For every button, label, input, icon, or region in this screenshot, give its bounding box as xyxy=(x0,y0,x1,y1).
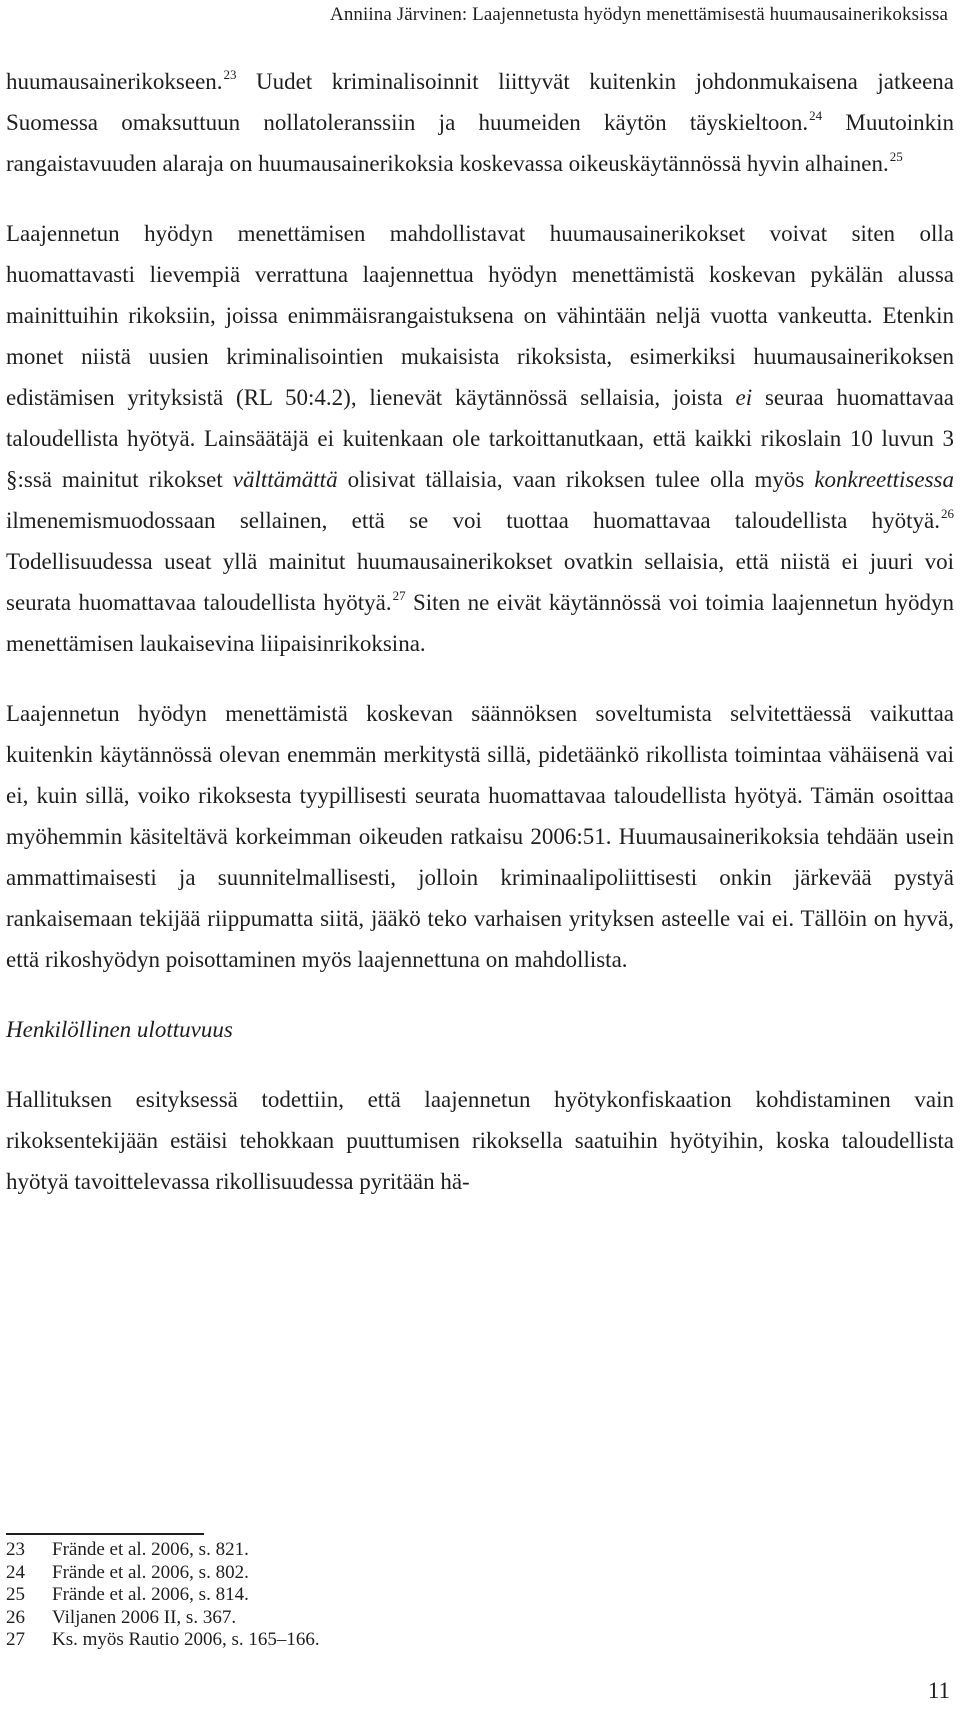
footnote-item xyxy=(6,1607,706,1630)
paragraph-text: Muutoinkin rangaistavuuden alaraja on huumausainerikoksia koskevassa oikeuskäytännössä hyvin alhainen. xyxy=(6,110,954,176)
footnote-ref-27[interactable]: 27 xyxy=(392,588,406,603)
paragraph-text: ilmenemismuodossaan sellainen, että se voi tuottaa huomattavaa taloudellista hyötyä. xyxy=(6,508,940,533)
footnote-ref-25[interactable]: 25 xyxy=(889,149,903,164)
footnote-item xyxy=(6,1562,706,1585)
footnotes xyxy=(6,1539,706,1652)
emphasis: ei xyxy=(735,385,753,410)
emphasis: konkreettisessa xyxy=(814,467,954,492)
page-number: 11 xyxy=(927,1678,950,1703)
footnote-text: Frände et al. 2006, s. 821. xyxy=(52,1539,249,1560)
paragraph-text: Uudet kriminalisoinnit liittyvät kuitenkin johdonmukaisena jatkeena Suomessa omaksuttuun nollatoleranssiin ja huumeiden käytön täyskieltoon. xyxy=(6,69,954,135)
body-text xyxy=(6,61,954,1202)
paragraph-text: olisivat tällaisia, vaan rikoksen tulee olla myös xyxy=(337,467,815,492)
footnote-item xyxy=(6,1629,706,1652)
footnote-number: 23 xyxy=(6,1539,25,1560)
footnote-ref-23[interactable]: 23 xyxy=(223,67,237,82)
footnote-number: 25 xyxy=(6,1584,25,1605)
running-header: Anniina Järvinen: Laajennetusta hyödyn menettämisestä huumausainerikoksissa xyxy=(330,4,948,25)
footnote-text: Viljanen 2006 II, s. 367. xyxy=(52,1606,237,1628)
footnote-divider xyxy=(6,1533,204,1535)
paragraph-1 xyxy=(6,61,954,184)
footnote-number: 26 xyxy=(6,1606,25,1628)
paragraph-text: Laajennetun hyödyn menettämisen mahdollistavat huumausainerikokset voivat siten olla huomattavasti lievempiä verrattuna laajennettua hyödyn menettämistä koskevan pykälän alussa mainittuihin rikoksiin, joissa enimmäisrangaistuksena on vähintään neljä vuotta vankeutta. Etenkin monet niistä uusien kriminalisointien mukaisista rikoksista, esimerkiksi huumausainerikoksen edistämisen yrityksistä (RL 50:4.2), lienevät käytännössä sellaisia, joista xyxy=(6,221,954,410)
footnote-text: Frände et al. 2006, s. 814. xyxy=(52,1584,249,1605)
paragraph-2 xyxy=(6,213,954,664)
footnote-number: 24 xyxy=(6,1561,25,1583)
paragraph-text: huumausainerikokseen. xyxy=(6,69,223,94)
paragraph-text: Siten ne eivät käytännössä voi toimia laajennetun hyödyn menettämisen laukaisevina liipaisinrikoksina. xyxy=(6,590,954,656)
footnote-ref-26[interactable]: 26 xyxy=(941,506,954,521)
footnote-ref-24[interactable]: 24 xyxy=(809,108,823,123)
section-heading: Henkilöllinen ulottuvuus xyxy=(6,1017,233,1042)
footnote-number: 27 xyxy=(6,1629,25,1650)
emphasis: välttämättä xyxy=(232,467,338,492)
footnote-text: Ks. myös Rautio 2006, s. 165–166. xyxy=(52,1629,320,1650)
footnote-item xyxy=(6,1539,706,1562)
paragraph-4: Hallituksen esityksessä todettiin, että laajennetun hyötykonfiskaation kohdistaminen vain rikoksentekijään estäisi tehokkaan puuttumisen rikoksella saatuihin hyötyihin, koska taloudellista hyötyä tavoittelevassa rikollisuudessa pyritään hä- xyxy=(6,1087,954,1194)
paragraph-text: Todellisuudessa useat yllä mainitut huumausainerikokset ovatkin sellaisia, että niistä ei juuri voi seurata huomattavaa taloudellista hyötyä. xyxy=(6,549,954,615)
footnote-item xyxy=(6,1584,706,1607)
paragraph-3: Laajennetun hyödyn menettämistä koskevan säännöksen soveltumista selvitettäessä vaikuttaa kuitenkin käytännössä olevan enemmän merkitystä sillä, pidetäänkö rikollista toimintaa vähäisenä vai ei, kuin sillä, voiko rikoksesta tyypillisesti seurata huomattavaa taloudellista hyötyä. Tämän osoittaa myöhemmin käsiteltävä korkeimman oikeuden ratkaisu 2006:51. Huumausainerikoksia tehdään usein ammattimaisesti ja suunnitelmallisesti, jolloin kriminaalipoliittisesti onkin järkevää pystyä rankaisemaan tekijää riippumatta siitä, jääkö teko varhaisen yrityksen asteelle vai ei. Tällöin on hyvä, että rikoshyödyn poisottaminen myös laajennettuna on mahdollista. xyxy=(6,701,954,972)
paragraph-text: seuraa huomattavaa taloudellista hyötyä. Lainsäätäjä ei kuitenkaan ole tarkoittanutkaan, että kaikki rikoslain 10 luvun 3 §:ssä mainitut rikokset xyxy=(6,385,954,492)
footnote-text: Frände et al. 2006, s. 802. xyxy=(52,1561,249,1583)
